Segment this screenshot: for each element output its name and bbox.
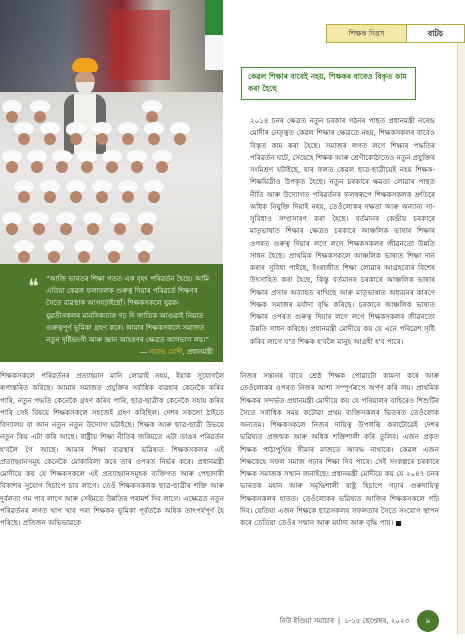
quote-mark-icon: ❝: [28, 274, 39, 298]
article-column-bottom-left: শিক্ষকসকলে পৰিৱৰ্তনৰ প্ৰত্যাহ্বান মানি লোৱাই নহয়, ইয়াক সুযোগলৈ ৰূপান্তৰিত কৰিছে। আমাৰ সমাজত প্ৰযুক্তিৰ সৰ্বাধিক ব্যৱহাৰ কেনেকৈ কৰিব পাৰি, নতুন পদ্ধতি কেনেকৈ গ্ৰহণ কৰিব পাৰি, ছাত্ৰ-ছাত্ৰীক কেনেকৈ সহায় কৰিব পাৰি সেই বিষয়ে শিক্ষকসকলে সহজেই গ্ৰহণ কৰিছিল। দেশৰ সকলো ঠাইতে বিদ্যালয় বা আন নতুন নতুন উদ্যোগ ঘটাইছে। শিক্ষক আৰু ছাত্ৰ-ছাত্ৰী উভয়ে নতুন কিয় এটা কৰি আছে। ৰাষ্ট্ৰীয় শিক্ষা নীতিৰ জৰিয়তে এটা ডাঙৰ পৰিৱৰ্তন হ'বলৈ গৈ আছে। আমাৰ শিক্ষা ব্যৱস্থাৰ ভৱিষ্যত শিক্ষকসকলৰ এই প্ৰত্যাহ্বানসমূহ কেনেকৈ মোকাবিলা কৰে তাৰ ওপৰত নিৰ্ভৰ কৰে। প্ৰধানমন্ত্ৰী মোদীয়ে কয় যে শিক্ষকসকলে এই প্ৰত্যাহ্বানসমূহক ব্যক্তিগত আৰু পেছাদাৰী বিকাশৰ সুযোগ হিচাপে চাব লাগে। তেওঁ শিক্ষকসকলক ছাত্ৰ-ছাত্ৰীৰ শক্তি আৰু দুৰ্বলতা গম পাব লাগে আৰু সেইমতে উন্নতিৰ পৰামৰ্শ দিব লাগে। এক্ষেত্ৰত নতুন পৰিৱৰ্তনৰ লগত খাপ খাব পৰা শিক্ষকৰ ভূমিকা পূৰ্বতকৈ অধিক তাৎপৰ্যপূৰ্ণ হৈ পৰিছে। প্ৰতিজন অভিভাৱকে: [0, 371, 224, 527]
child-face: [174, 133, 186, 145]
highlight-text: কেৱল শিক্ষাৰ বাবেই নহয়, শিক্ষকৰ বাবেও বিকৃত কাম কৰা হৈছে: [248, 72, 407, 93]
page-footer: [240, 610, 439, 632]
child-face: [33, 223, 45, 235]
section-title: বাটচ: [407, 24, 465, 43]
child-face: [81, 161, 93, 173]
issue-date: ১-১৫ ছেপ্তেম্বৰ, ২০২৩: [344, 617, 409, 625]
child-face: [78, 251, 90, 263]
teachers-day-photo: [0, 0, 223, 283]
child-face: [106, 161, 118, 173]
child-face: [96, 191, 108, 203]
child-face: [18, 191, 30, 203]
quote-text: “আজি ভাৰতৰ শিক্ষা গতত এক বৃহৎ পৰিৱৰ্তন হৈছে। আমি এতিয়া কেৱল ফলাফলক গুৰুত্ব দিয়াৰ পৰিৱৰ্তে শিক্ষণৰ সৈতে ব্যৱস্থাক আগবঢ়াইছোঁ। শিক্ষকসকলে যুৱক-যুৱতীসকলৰ মানসিকতাক গঢ় দি জাতিক আগুৱাই নিয়াত গুৰুত্বপূৰ্ণ ভূমিকা গ্ৰহণ কৰে। আমাৰ শিক্ষকসকলে সমাজত নতুন দৃষ্টিভংগী আৰু জ্ঞান আহৰণৰ ক্ষেত্ৰত আগভাগ লয়।”: [46, 275, 210, 345]
page-edge-strip: [457, 24, 465, 634]
child-face: [108, 251, 120, 263]
child-face: [131, 161, 143, 173]
magazine-name: নিউ ইণ্ডিয়া সমাচাৰ: [279, 617, 334, 625]
child-face: [122, 133, 134, 145]
quote-author: নৰেন্দ্ৰ মোদী: [149, 348, 183, 356]
child-face: [156, 161, 168, 173]
child-face: [48, 251, 60, 263]
article-column-bottom-right: [240, 370, 439, 529]
article-column-bottom-right-text: নিজৰ সন্তানৰ বাবে শ্ৰেষ্ঠ শিক্ষক পোৱাটো কামনা কৰে আৰু তেওঁলোকৰ ওপৰত নিজৰ আশা সম্পূৰ্ণৰূপে অৰ্পণ কৰি লয়। প্ৰাথমিক শিক্ষকৰ সন্দৰ্ভত প্ৰধানমন্ত্ৰী মোদীয়ে কয় যে পৰিয়ালৰ বাহিৰেও শিশুটিৰ সৈতে সৰ্বাধিক সময় কটোৱা প্ৰথম ব্যক্তিসকলৰ ভিতৰত তেওঁলোক অন্যতম। শিক্ষকসকলে নিজৰ দায়িত্ব উপলব্ধি কৰাটোৱেই দেশৰ ভৱিষ্যত প্ৰজন্মক আৰু অধিক শক্তিশালী কৰি তুলিব। এজন প্ৰকৃত শিক্ষক পাঠ্যপুথিৰ সীমাৰ মাজতে আবদ্ধ নাথাকে। কেৱল এজন শিক্ষকেহে সফল সমাজ গঢ়াৰ শিক্ষা দিব পাৰে। সেই সংকল্পৰে চৰকাৰে শিক্ষক সমাজক সন্মান জনাইছে। প্ৰধানমন্ত্ৰী মোদীয়ে কয় যে ২০৪৭ চনৰ ভাৰতক মহান আৰু সমৃদ্ধিশালী ৰাষ্ট্ৰ হিচাপে গঢ়াৰ গুৰুদায়িত্ব শিক্ষকসকলৰ হাতত। তেওঁলোকৰ ভৱিষ্যত আজিৰ শিক্ষকসকলে গঢ়ি দিব। যেতিয়া এজন শিক্ষকে ছাত্ৰসকলৰ সফলতাৰ সৈতে সংযোগ স্থাপন কৰে তেতিয়া তেওঁৰ সন্মান আৰু মৰ্যাদা আৰু বৃদ্ধি পায়।: [240, 371, 439, 527]
child-face: [138, 251, 150, 263]
child-face: [31, 161, 43, 173]
child-face: [70, 191, 82, 203]
end-mark-icon: [396, 521, 401, 526]
child-face: [87, 223, 99, 235]
page-number: ৯: [417, 610, 439, 632]
child-face: [148, 133, 160, 145]
child-face: [6, 111, 18, 123]
article-column-right: ২০১৪ চনৰ ক্ষেত্ৰত নতুন চৰকাৰ গঠনৰ পাছত প্ৰধানমন্ত্ৰী নৰেন্দ্ৰ মোদীৰ নেতৃত্বত কেৱল শিক্ষাৰ ক্ষেত্ৰতে নহয়, শিক্ষকসকলৰ বাবেও বিস্তৃত কাম কৰা হৈছে। সমাজৰ লগত লগে শিক্ষাৰ পদ্ধতিৰ পৰিৱৰ্তন ঘটে, সেয়েহে শিক্ষক আৰু শ্ৰেণীকোঠাতেও নতুন প্ৰযুক্তিৰ সংমিশ্ৰণ ঘটাইছে, যাৰ ফলত কেৱল ছাত্ৰ-ছাত্ৰীয়েই নহয় শিক্ষক-শিক্ষয়িত্ৰীও উপকৃত হৈছে। নতুন চৰকাৰে ক্ষমতা লোৱাৰ পাছত নীতি আৰু উদ্যোগত পৰিৱৰ্তনৰ ফলস্বৰূপে শিক্ষকসকলক দ্ৰুতিৰে অধিক নিযুক্তি দিয়াই নহয়, তেওঁলোকৰ দক্ষতা আৰু অন্যান্য সা-সুবিধাও সম্প্ৰসাৰণ কৰা হৈছে। বৰ্তমানৰ কেন্দ্ৰীয় চৰকাৰে মাতৃভাষাত শিক্ষাৰ ক্ষেত্ৰত চৰকাৰে আঞ্চলিক ভাষাৰ শিক্ষাৰ ওপৰত গুৰুত্ব দিয়াৰ লগে লগে শিক্ষকসকলৰ জীৱনতো উন্নতি সাধন হৈছে। প্ৰাথমিক শিক্ষকসকলে আঞ্চলিক ভাষাত শিক্ষা দান কৰাৰ সুবিধা পাইছে, ইংৰাজীত শিক্ষা লোৱাৰ আগ্ৰহবোৰ বিশেষ উৎসাহিত কৰা হৈছে, কিন্তু বৰ্তমানৰ চৰকাৰে আঞ্চলিক ভাষাৰ শিক্ষাৰ প্ৰসাৰ অব্যাহত ৰাখিছে আৰু মাতৃভাষাত অধ্যয়নৰ কাৰণে শিক্ষক সমাজৰ মৰ্যাদা বৃদ্ধি কৰিছে। চৰকাৰে আঞ্চলিক ভাষাত শিক্ষাৰ ওপৰত গুৰুত্ব দিয়াৰ লগে লগে শিক্ষকসকলৰ জীৱনতো উন্নতি সাধন কৰিছে। প্ৰধানমন্ত্ৰী মোদীয়ে কয় যে এনে পৰিৱেশ সৃষ্টি কৰিব লাগে য'ত শিক্ষক হ'বলৈ মানুহ আগ্ৰহী হ'ব পাৰে।: [250, 116, 435, 346]
child-face: [56, 161, 68, 173]
quote-panel: [0, 264, 223, 362]
child-face: [6, 161, 18, 173]
child-face: [96, 133, 108, 145]
flag-strip: [205, 0, 223, 70]
child-face: [44, 133, 56, 145]
child-face: [148, 191, 160, 203]
child-face: [122, 191, 134, 203]
stage-panel: [110, 10, 170, 80]
child-face: [70, 133, 82, 145]
child-face: [18, 133, 30, 145]
footer-divider: |: [337, 617, 341, 625]
section-label: শিক্ষক দিৱস: [326, 24, 407, 43]
child-face: [44, 191, 56, 203]
child-face: [34, 111, 46, 123]
child-face: [141, 223, 153, 235]
quote-attribution: — নৰেন্দ্ৰ মোদী, প্ৰধানমন্ত্ৰী: [139, 348, 213, 356]
child-face: [6, 223, 18, 235]
highlight-box: [241, 67, 416, 100]
quote-role: প্ৰধানমন্ত্ৰী: [186, 348, 213, 356]
child-face: [114, 223, 126, 235]
child-face: [60, 223, 72, 235]
section-header: [326, 24, 465, 43]
child-face: [18, 251, 30, 263]
